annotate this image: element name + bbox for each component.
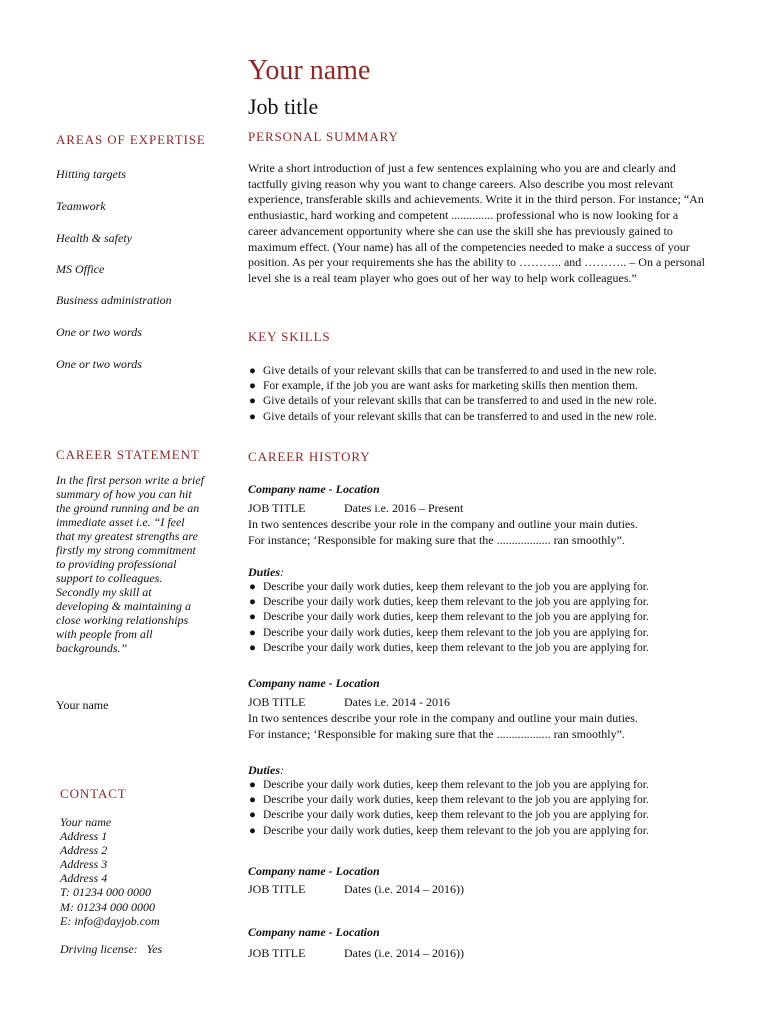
key-skills-list	[248, 364, 718, 425]
bullet-icon: ●	[249, 611, 256, 624]
key-skills-heading: KEY SKILLS	[248, 329, 331, 344]
contact-telephone: T: 01234 000 0000	[60, 885, 152, 900]
job-title: JOB TITLE	[248, 946, 306, 960]
duty-item: ● Describe your daily work duties, keep them relevant to the job you are applying for.	[248, 824, 718, 839]
expertise-item: Health & safety	[56, 231, 132, 245]
bullet-icon: ●	[249, 365, 256, 377]
expertise-item: Hitting targets	[56, 167, 126, 181]
contact-name: Your name	[60, 815, 112, 829]
job-dates: Dates (i.e. 2014 – 2016))	[344, 882, 464, 896]
job-dates: Dates i.e. 2014 - 2016	[344, 695, 450, 709]
expertise-item: One or two words	[56, 325, 142, 339]
career-statement-signoff: Your name	[56, 698, 109, 712]
bullet-icon: ●	[249, 596, 256, 609]
duties-list	[248, 580, 718, 656]
expertise-item: Business administration	[56, 293, 172, 307]
career-history-heading: CAREER HISTORY	[248, 449, 371, 464]
duty-item: ● Describe your daily work duties, keep them relevant to the job you are applying for.	[248, 793, 718, 808]
key-skill-text: Give details of your relevant skills that can be transferred to and used in the new role.	[263, 410, 657, 423]
job-description-line: In two sentences describe your role in the company and outline your main duties.	[248, 517, 638, 531]
bullet-icon: ●	[249, 395, 256, 408]
job-title: JOB TITLE	[248, 501, 306, 515]
job-title-line	[248, 695, 450, 710]
bullet-icon: ●	[249, 809, 256, 822]
key-skill-item	[248, 364, 718, 379]
personal-summary-heading: PERSONAL SUMMARY	[248, 129, 399, 144]
job-dates: Dates (i.e. 2014 – 2016))	[344, 946, 464, 960]
duty-item: ● Describe your daily work duties, keep them relevant to the job you are applying for.	[248, 641, 718, 656]
duty-item: ● Describe your daily work duties, keep them relevant to the job you are applying for.	[248, 595, 718, 610]
job-title: JOB TITLE	[248, 695, 306, 709]
job-description	[248, 711, 718, 742]
expertise-item: One or two words	[56, 357, 142, 371]
contact-address-2: Address 2	[60, 843, 108, 858]
bullet-icon: ●	[249, 641, 256, 654]
key-skill-item	[248, 394, 718, 409]
bullet-icon: ●	[249, 410, 256, 423]
job-description-line: In two sentences describe your role in the company and outline your main duties.	[248, 711, 638, 725]
key-skill-text: Give details of your relevant skills that can be transferred to and used in the new role.	[263, 395, 657, 408]
contact-email: E: info@dayjob.com	[60, 913, 160, 928]
personal-summary-text: Write a short introduction of just a few sentences explaining who you are and clearly and tactfully giving reason why you want to change careers. Also describe you most relevant experience, transferable skills and achievements. Write it in the third person. For instance; “An enthusiastic, hard working and competent .............. professional who is now looking for a career advancement opportunity where she can use the skill she has previously gained to maximum effect. (Your name) has all of the competencies needed to make a success of your position. As per your requirements she has the ability to ……….. and ……….. – On a personal level she is a real team player who goes out of her way to help work colleagues.”	[248, 161, 705, 285]
bullet-icon: ●	[249, 779, 256, 791]
job-title-line	[248, 501, 464, 516]
contact-address-4: Address 4	[60, 871, 108, 886]
job-description-line: For instance; ‘Responsible for making sure that the .................. ran smoothly”.	[248, 532, 625, 547]
duty-item: ● Describe your daily work duties, keep them relevant to the job you are applying for.	[248, 626, 718, 641]
bullet-icon: ●	[249, 581, 256, 593]
job-description-line: For instance; ‘Responsible for making sure that the .................. ran smoothly”.	[248, 726, 625, 741]
contact-mobile: M: 01234 000 0000	[60, 899, 155, 914]
job-title-line	[248, 882, 464, 897]
contact-address-3: Address 3	[60, 857, 108, 872]
contact-address-1: Address 1	[60, 829, 108, 844]
areas-of-expertise-heading: AREAS OF EXPERTISE	[56, 132, 206, 147]
duty-item: ● Describe your daily work duties, keep them relevant to the job you are applying for.	[248, 808, 718, 823]
duty-item: ● Describe your daily work duties, keep them relevant to the job you are applying for.	[248, 580, 718, 595]
key-skill-text: Give details of your relevant skills that can be transferred to and used in the new role.	[263, 365, 657, 377]
bullet-icon: ●	[249, 626, 256, 639]
duty-item: ● Describe your daily work duties, keep them relevant to the job you are applying for.	[248, 610, 718, 625]
contact-heading: CONTACT	[60, 786, 127, 801]
job-dates: Dates i.e. 2016 – Present	[344, 501, 464, 515]
job-company: Company name - Location	[248, 925, 380, 939]
expertise-item: MS Office	[56, 262, 105, 276]
contact-details	[60, 815, 160, 928]
driving-license-value: Yes	[146, 942, 163, 956]
expertise-item: Teamwork	[56, 199, 106, 213]
key-skill-text: For example, if the job you are want asks for marketing skills then mention them.	[263, 380, 638, 393]
driving-license	[60, 942, 162, 956]
career-statement-text: In the first person write a brief summary of how you can hit the ground running and be an immediate asset i.e. “I feel that my greatest strengths are firstly my strong commitment to providing professional support to colleagues. Secondly my skill at developing & maintaining a close working relationships with people from all backgrounds.”	[56, 473, 204, 655]
career-statement-heading: CAREER STATEMENT	[56, 447, 200, 462]
job-company: Company name - Location	[248, 482, 380, 496]
duties-label: Duties:	[248, 565, 285, 579]
job-description	[248, 517, 718, 548]
bullet-icon: ●	[249, 824, 256, 837]
resume-job-title: Job title	[248, 94, 319, 119]
duty-item: ● Describe your daily work duties, keep them relevant to the job you are applying for.	[248, 778, 718, 793]
bullet-icon: ●	[249, 794, 256, 807]
key-skill-item	[248, 379, 718, 394]
job-company: Company name - Location	[248, 864, 380, 878]
job-title-line	[248, 946, 464, 961]
resume-name: Your name	[248, 55, 371, 86]
duties-list	[248, 778, 718, 839]
driving-license-label: Driving license:	[60, 942, 138, 956]
bullet-icon: ●	[249, 380, 256, 393]
job-company: Company name - Location	[248, 676, 380, 690]
key-skill-item	[248, 410, 718, 425]
duties-label: Duties:	[248, 763, 285, 777]
job-title: JOB TITLE	[248, 882, 306, 896]
